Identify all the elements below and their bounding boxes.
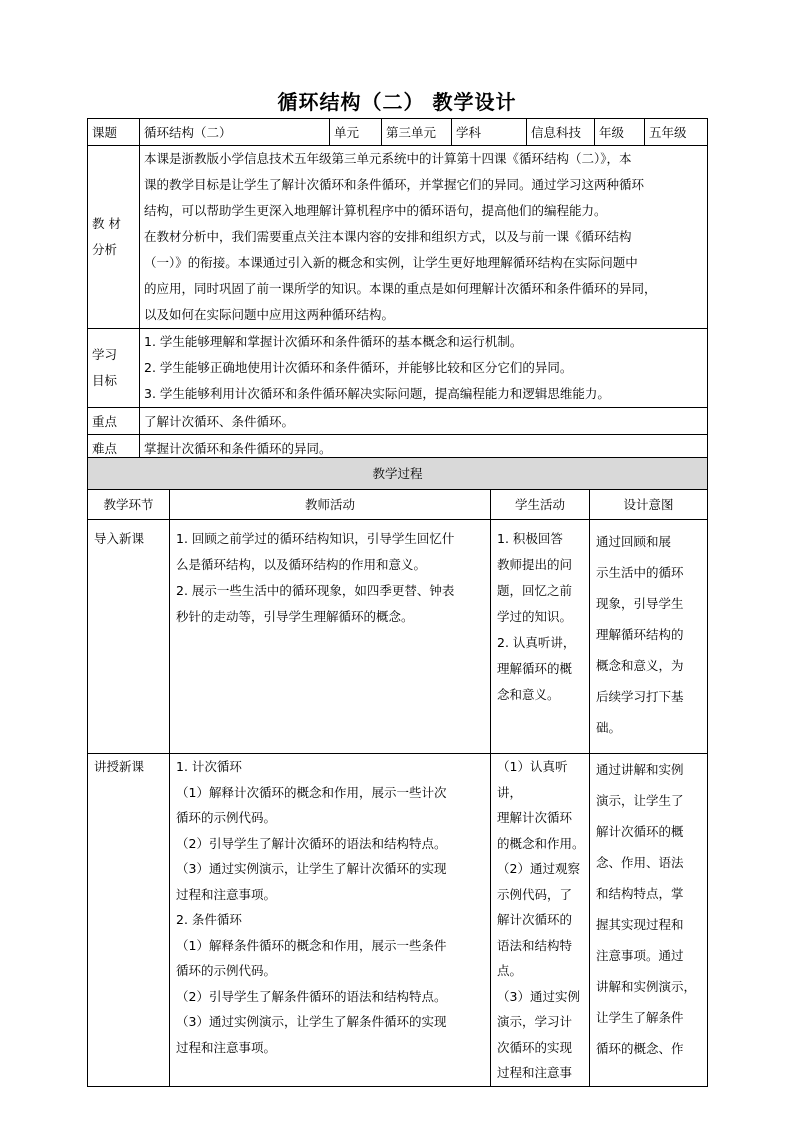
teaching-process-table [87,457,708,1087]
student-line: （1）认真听讲， [497,759,568,800]
lesson-info-table [87,118,708,462]
design-line: 概念和意义，为 [596,658,684,673]
analysis-label-line-1: 教 材 [92,216,121,231]
teacher-line: （2）引导学生了解条件循环的语法和结构特点。 [176,988,447,1004]
key-point-value: 了解计次循环、条件循环。 [140,408,708,435]
teacher-line: （2）引导学生了解计次循环的语法和结构特点。 [176,835,447,851]
difficulty-label: 难点 [88,435,140,462]
student-line: （2）通过观察 [497,861,580,876]
info-header-row [88,119,708,146]
teacher-line: 秒针的走动等，引导学生理解循环的概念。 [176,609,414,624]
analysis-line: 结构，可以帮助学生更深入地理解计算机程序中的循环语句，提高他们的编程能力。 [144,203,607,218]
teacher-activity [170,520,491,754]
student-line: 的概念和作用。 [497,835,585,851]
teacher-line: 循环的示例代码。 [176,810,277,825]
design-intent [590,520,708,754]
difficulty-value: 掌握计次循环和条件循环的异同。 [140,435,708,462]
analysis-content [140,146,708,329]
header-design: 设计意图 [590,490,708,520]
section-name: 讲授新课 [88,754,170,1087]
teacher-line: 2. 条件循环 [176,912,242,927]
design-line: 后续学习打下基 [596,689,684,704]
teacher-line: 么是循环结构，以及循环结构的作用和意义。 [176,557,427,572]
student-line: 理解计次循环 [497,810,573,825]
teacher-line: （3）通过实例演示，让学生了解计次循环的实现 [176,861,447,876]
topic-label: 课题 [88,119,140,146]
unit-value: 第三单元 [382,119,452,146]
design-line: 念、作用、语法 [596,855,684,870]
grade-label: 年级 [595,119,645,146]
teacher-activity [170,754,491,1087]
teacher-line: 1. 回顾之前学过的循环结构知识，引导学生回忆什 [176,531,455,546]
analysis-line: （一）》的衔接。本课通过引入新的概念和实例，让学生更好地理解循环结构在实际问题中 [144,255,638,270]
analysis-label [88,146,140,329]
header-teacher: 教师活动 [170,490,491,520]
goal-item: 3. 学生能够利用计次循环和条件循环解决实际问题，提高编程能力和逻辑思维能力。 [144,386,610,401]
student-line: 过程和注意事 [497,1065,573,1080]
design-line: 讲解和实例演示， [596,979,697,994]
key-point-row [88,408,708,435]
analysis-line: 本课是浙教版小学信息技术五年级第三单元系统中的计算第十四课《循环结构（二）》，本 [144,151,632,166]
page-title: 循环结构（二） 教学设计 [277,90,517,114]
design-line: 理解循环结构的 [596,627,684,642]
analysis-line: 在教材分析中，我们需要重点关注本课内容的安排和组织方式，以及与前一课《循环结构 [144,229,632,244]
process-row [88,520,708,754]
student-line: 念和意义。 [497,687,560,702]
teacher-line: 1. 计次循环 [176,759,242,774]
process-header-row [88,490,708,520]
teacher-line: 2. 展示一些生活中的循环现象，如四季更替、钟表 [176,583,455,598]
student-line: 理解循环的概 [497,661,573,676]
design-line: 现象，引导学生 [596,596,684,611]
student-line: 解计次循环的 [497,912,573,927]
grade-value: 五年级 [645,119,708,146]
teacher-line: （1）解释条件循环的概念和作用，展示一些条件 [176,937,447,953]
design-intent [590,754,708,1087]
topic-value: 循环结构（二） [140,119,330,146]
key-point-label: 重点 [88,408,140,435]
student-line: 点。 [497,963,523,978]
analysis-line: 以及如何在实际问题中应用这两种循环结构。 [144,307,395,322]
design-line: 注意事项。通过 [596,948,684,963]
student-activity [491,754,590,1087]
teacher-line: 循环的示例代码。 [176,963,277,978]
student-activity [491,520,590,754]
teacher-line: （3）通过实例演示，让学生了解条件循环的实现 [176,1014,447,1029]
section-name: 导入新课 [88,520,170,754]
analysis-line: 的应用，同时巩固了前一课所学的知识。本课的重点是如何理解计次循环和条件循环的异同， [144,281,657,296]
student-line: 演示，学习计 [497,1014,573,1029]
goal-item: 2. 学生能够正确地使用计次循环和条件循环，并能够比较和区分它们的异同。 [144,360,573,375]
process-banner: 教学过程 [88,458,708,490]
student-line: 学过的知识。 [497,609,573,624]
design-line: 示生活中的循环 [596,565,684,580]
header-section: 教学环节 [88,490,170,520]
design-line: 解计次循环的概 [596,824,684,839]
design-line: 通过回顾和展 [596,534,672,549]
student-line: 2. 认真听讲， [497,635,576,650]
goal-item: 1. 学生能够理解和掌握计次循环和条件循环的基本概念和运行机制。 [144,334,523,349]
teacher-line: （1）解释计次循环的概念和作用，展示一些计次 [176,784,447,800]
student-line: 语法和结构特 [497,937,573,953]
design-line: 让学生了解条件 [596,1010,684,1025]
goals-content [140,329,708,408]
process-row [88,754,708,1087]
student-line: 示例代码，了 [497,886,573,902]
student-line: 次循环的实现 [497,1039,573,1055]
student-line: 1. 积极回答 [497,531,563,546]
student-line: 教师提出的问 [497,557,573,572]
goals-label-line-1: 学习 [92,347,118,362]
design-line: 循环的概念、作 [596,1041,684,1056]
design-line: 演示，让学生了 [596,793,684,808]
design-line: 通过讲解和实例 [596,762,684,777]
header-student: 学生活动 [491,490,590,520]
student-line: 题，回忆之前 [497,583,573,598]
subject-value: 信息科技 [527,119,595,146]
unit-label: 单元 [330,119,382,146]
goals-label-line-2: 目标 [92,373,118,388]
goals-row [88,329,708,408]
teacher-line: 过程和注意事项。 [176,1039,277,1055]
design-line: 础。 [596,720,622,735]
design-line: 握其实现过程和 [596,917,684,932]
analysis-row [88,146,708,329]
goals-label [88,329,140,408]
design-line: 和结构特点，掌 [596,886,684,901]
subject-label: 学科 [452,119,527,146]
analysis-label-line-2: 分析 [92,242,118,257]
student-line: （3）通过实例 [497,988,580,1004]
analysis-line: 课的教学目标是让学生了解计次循环和条件循环，并掌握它们的异同。通过学习这两种循环 [144,177,645,192]
teacher-line: 过程和注意事项。 [176,886,277,902]
